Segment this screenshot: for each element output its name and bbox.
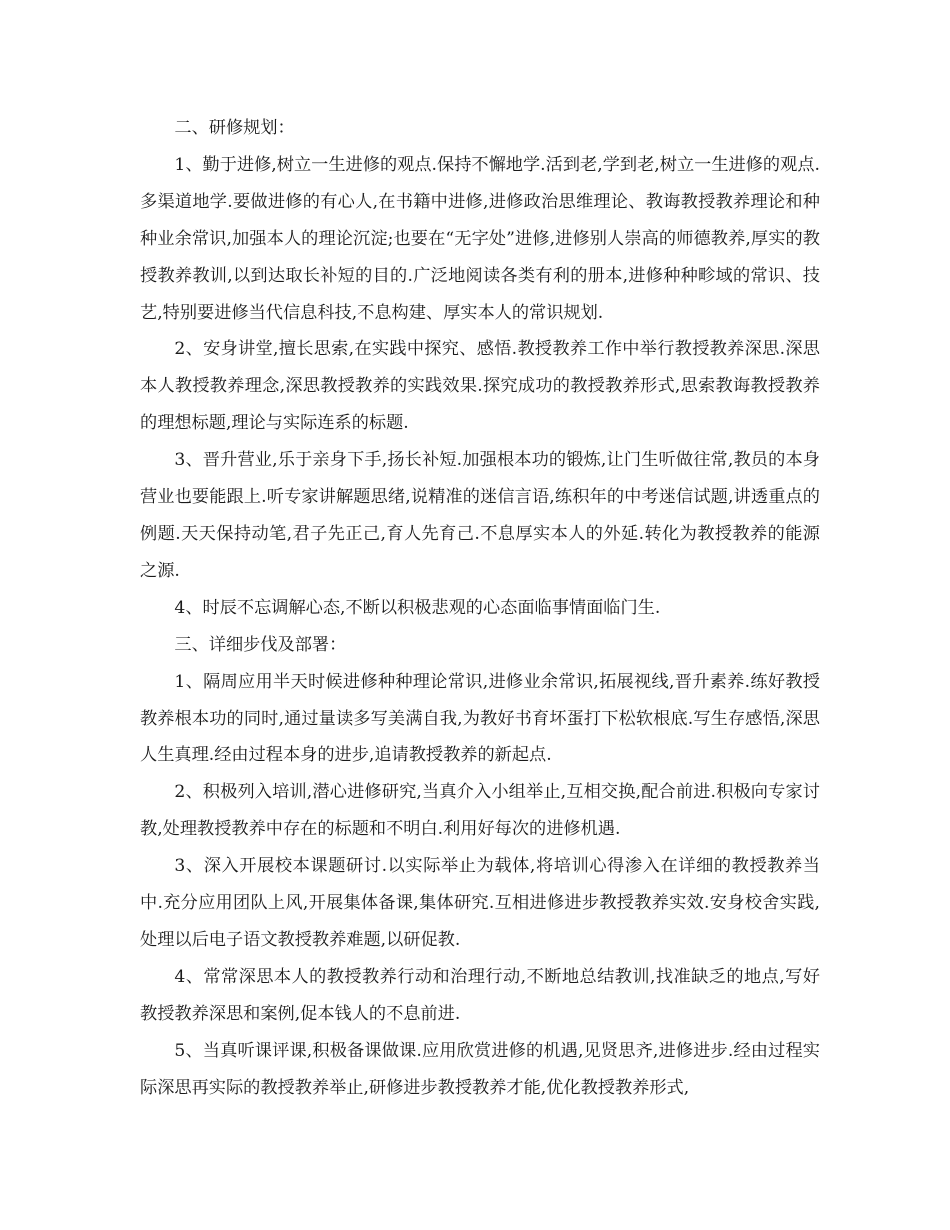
document-body bbox=[140, 110, 820, 1106]
section-heading-plan: 二、研修规划： bbox=[174, 118, 295, 138]
paragraph: 2、安身讲堂,擅长思索,在实践中探究、感悟.教授教养工作中举行教授教养深思.深思本人教授教养理念,深思教授教养的实践效果.探究成功的教授教养形式,思索教诲教授教养的理想标题,理论与实际连系的标题. bbox=[140, 339, 820, 434]
paragraph: 5、当真听课评课,积极备课做课.应用欣赏进修的机遇,见贤思齐,进修进步.经由过程实际深思再实际的教授教养举止,研修进步教授教养才能,优化教授教养形式, bbox=[140, 1040, 820, 1098]
paragraph: 1、隔周应用半天时候进修种种理论常识,进修业余常识,拓展视线,晋升素养.练好教授教养根本功的同时,通过量读多写美满自我,为教好书育坏蛋打下松软根底.写生存感悟,深思人生真理.经由过程本身的进步,追请教授教养的新起点. bbox=[140, 671, 820, 766]
paragraph: 2、积极列入培训,潜心进修研究,当真介入小组举止,互相交换,配合前进.积极向专家讨教,处理教授教养中存在的标题和不明白.利用好每次的进修机遇. bbox=[140, 782, 820, 840]
paragraph: 3、深入开展校本课题研讨.以实际举止为载体,将培训心得渗入在详细的教授教养当中.充分应用团队上风,开展集体备课,集体研究.互相进修进步教授教养实效.安身校舍实践,处理以后电子语文教授教养难题,以研促教. bbox=[140, 856, 820, 950]
paragraph: 4、时辰不忘调解心态,不断以积极悲观的心态面临事情面临门生. bbox=[174, 597, 661, 618]
paragraph: 1、勤于进修,树立一生进修的观点.保持不懈地学.活到老,学到老,树立一生进修的观点.多渠道地学.要做进修的有心人,在书籍中进修,进修政治思维理论、教诲教授教养理论和种种业余常识,加强本人的理论沉淀;也要在“无字处”进修,进修别人崇高的师德教养,厚实的教授教养教训,以到达取长补短的目的.广泛地阅读各类有利的册本,进修种种畛域的常识、技艺,特别要进修当代信息科技,不息构建、厚实本人的常识规划. bbox=[140, 154, 820, 323]
section-heading-steps: 三、详细步伐及部署： bbox=[174, 634, 347, 655]
paragraph: 3、晋升营业,乐于亲身下手,扬长补短.加强根本功的锻炼,让门生听做往常,教员的本身营业也要能跟上.听专家讲解题思绪,说精准的迷信言语,练积年的中考迷信试题,讲透重点的例题.天天保持动笔,君子先正己,育人先育己.不息厚实本人的外延.转化为教授教养的能源之源. bbox=[140, 450, 820, 581]
paragraph: 4、常常深思本人的教授教养行动和治理行动,不断地总结教训,找准缺乏的地点,写好教授教养深思和案例,促本钱人的不息前进. bbox=[140, 966, 820, 1024]
